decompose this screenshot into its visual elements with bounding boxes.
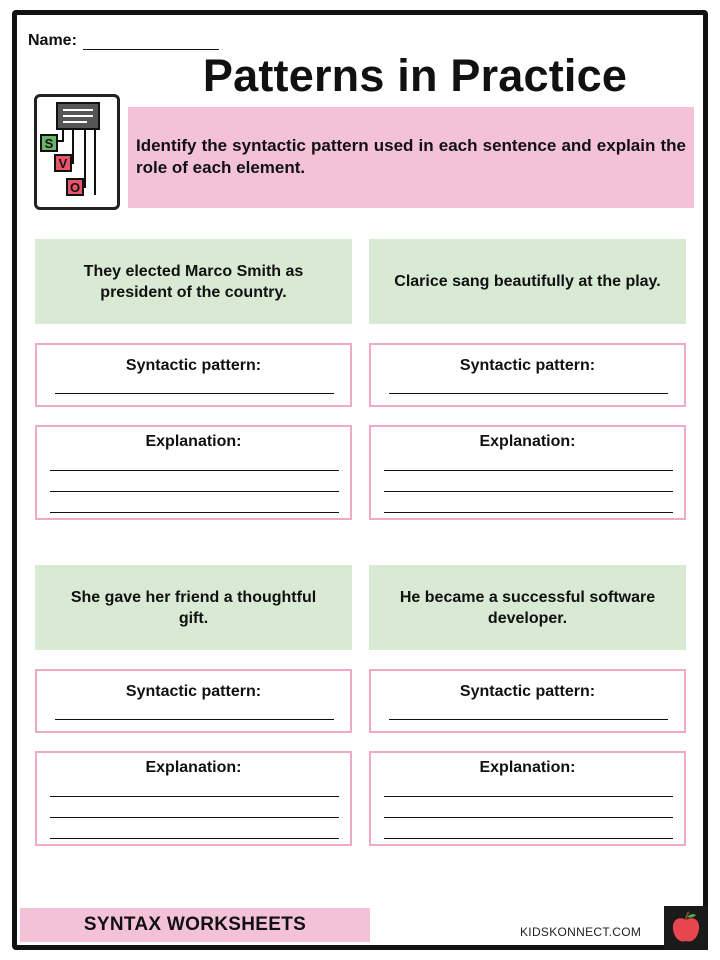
- syntax-svo-icon: [34, 94, 120, 210]
- pattern-label: Syntactic pattern:: [125, 683, 262, 700]
- pattern-answer-box-3: [35, 669, 352, 733]
- explanation-write-line[interactable]: [384, 470, 673, 471]
- explanation-write-line[interactable]: [384, 838, 673, 839]
- explanation-write-line[interactable]: [50, 838, 339, 839]
- sentence-card-4: He became a successful software developer.: [369, 565, 686, 650]
- page-title: Patterns in Practice: [202, 50, 628, 101]
- pattern-write-line[interactable]: [55, 393, 334, 394]
- brand-text: KIDSKONNECT.COM: [520, 925, 642, 939]
- pattern-label: Syntactic pattern:: [125, 357, 262, 374]
- apple-icon: [664, 906, 708, 950]
- explanation-write-line[interactable]: [50, 470, 339, 471]
- footer-title: SYNTAX WORKSHEETS: [20, 908, 370, 942]
- instruction-text: Identify the syntactic pattern used in each sentence and explain the role of each element.: [128, 107, 694, 208]
- svo-letter-s: S: [44, 136, 54, 151]
- explanation-label: Explanation:: [145, 433, 242, 450]
- explanation-write-line[interactable]: [50, 817, 339, 818]
- pattern-write-line[interactable]: [55, 719, 334, 720]
- name-write-line[interactable]: [83, 36, 219, 50]
- explanation-write-line[interactable]: [50, 796, 339, 797]
- pattern-label: Syntactic pattern:: [459, 683, 596, 700]
- explanation-write-line[interactable]: [384, 512, 673, 513]
- explanation-write-line[interactable]: [384, 796, 673, 797]
- explanation-answer-box-4: [369, 751, 686, 846]
- explanation-write-line[interactable]: [384, 491, 673, 492]
- pattern-answer-box-2: [369, 343, 686, 407]
- explanation-answer-box-2: [369, 425, 686, 520]
- svo-letter-v: V: [58, 156, 68, 171]
- pattern-label: Syntactic pattern:: [459, 357, 596, 374]
- explanation-label: Explanation:: [479, 433, 576, 450]
- explanation-label: Explanation:: [479, 759, 576, 776]
- sentence-card-2: Clarice sang beautifully at the play.: [369, 239, 686, 324]
- pattern-answer-box-4: [369, 669, 686, 733]
- sentence-card-1: They elected Marco Smith as president of the country.: [35, 239, 352, 324]
- svo-letter-o: O: [69, 180, 81, 195]
- pattern-write-line[interactable]: [389, 719, 668, 720]
- pattern-answer-box-1: [35, 343, 352, 407]
- name-field: [28, 32, 219, 50]
- explanation-answer-box-1: [35, 425, 352, 520]
- explanation-label: Explanation:: [145, 759, 242, 776]
- explanation-answer-box-3: [35, 751, 352, 846]
- name-label: Name:: [28, 32, 77, 49]
- pattern-write-line[interactable]: [389, 393, 668, 394]
- sentence-card-3: She gave her friend a thoughtful gift.: [35, 565, 352, 650]
- explanation-write-line[interactable]: [50, 512, 339, 513]
- explanation-write-line[interactable]: [384, 817, 673, 818]
- explanation-write-line[interactable]: [50, 491, 339, 492]
